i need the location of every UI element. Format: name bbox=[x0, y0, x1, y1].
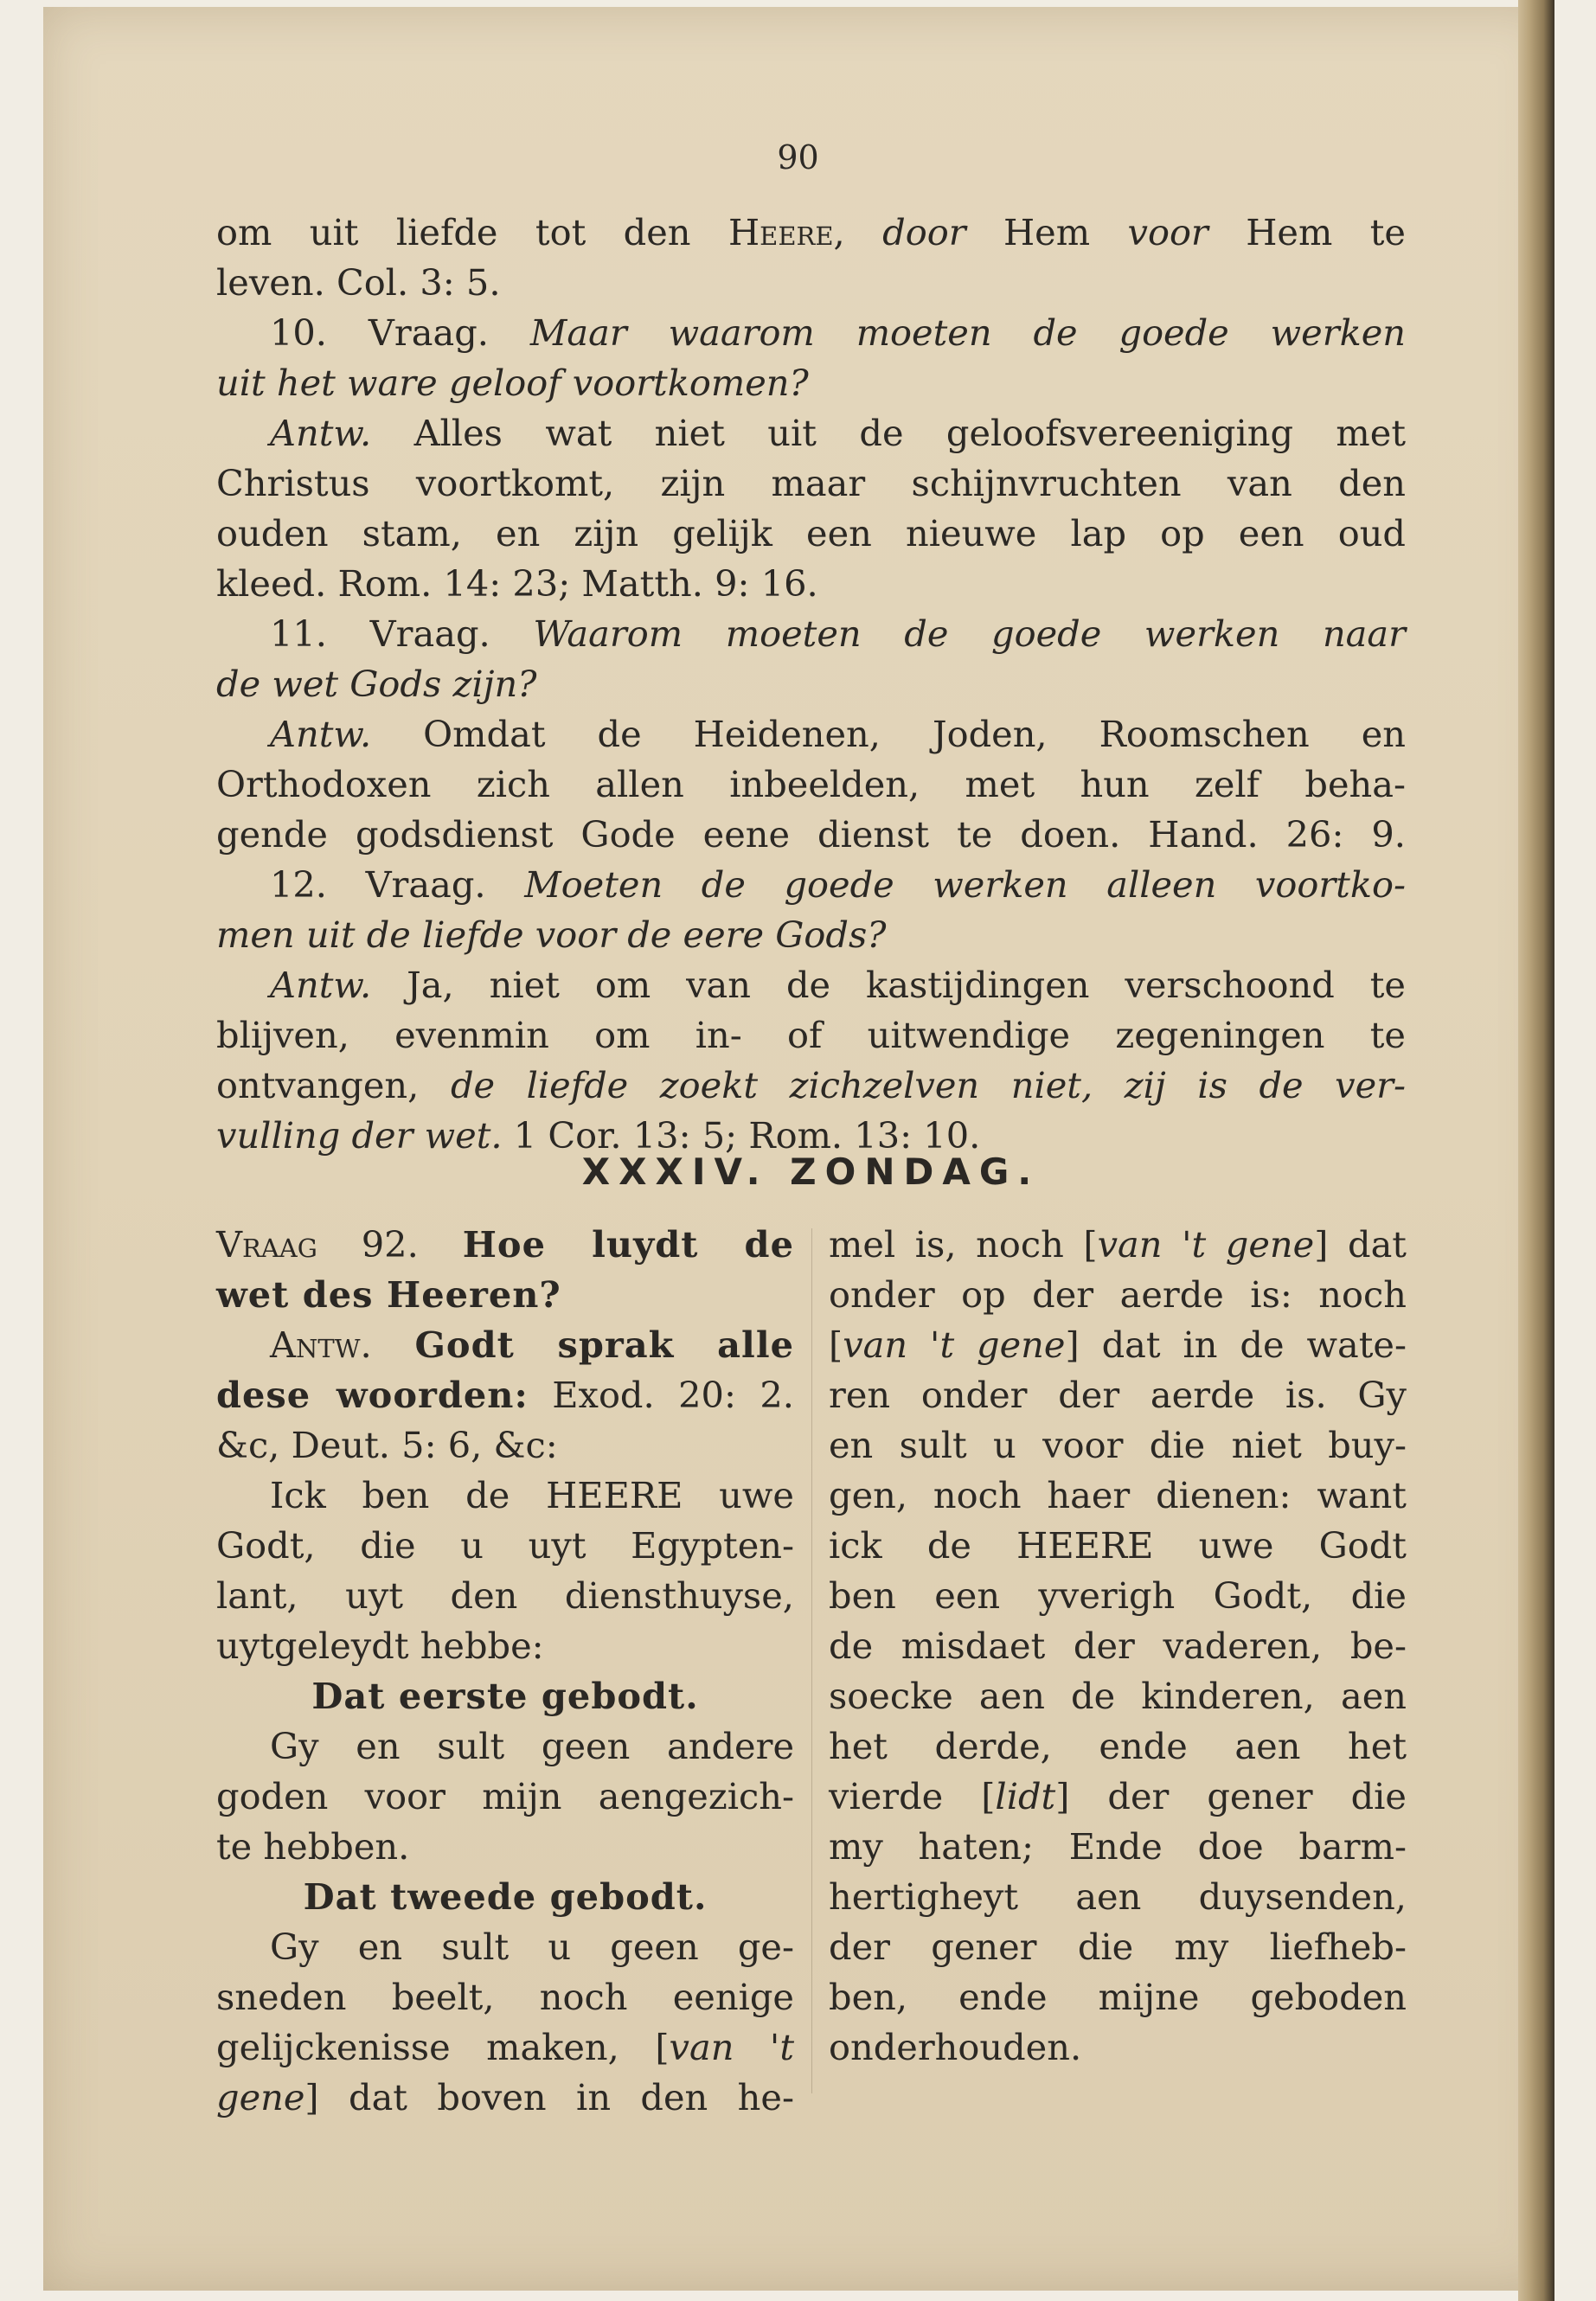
italic-run: vulling der wet. bbox=[216, 1114, 503, 1157]
right-line-17: onderhouden. bbox=[829, 2026, 1082, 2068]
section-heading: XXXIV. ZONDAG. bbox=[581, 1150, 1041, 1193]
answer-11-line-2: Orthodoxen zich allen inbeelden, met hun zelf beha- bbox=[216, 763, 1406, 805]
right-line-6: gen, noch haer dienen: want bbox=[829, 1474, 1407, 1516]
antw-92-line-3: &c, Deut. 5: 6, &c: bbox=[216, 1424, 558, 1466]
right-column bbox=[829, 1220, 1407, 2073]
right-line-8: ben een yverigh Godt, die bbox=[829, 1574, 1407, 1617]
right-line-11: het derde, ende aen het bbox=[829, 1725, 1407, 1767]
right-line-14: hertigheyt aen duysenden, bbox=[829, 1875, 1407, 1918]
text-run: om uit liefde tot den bbox=[216, 211, 728, 253]
p1-line-3: lant, uyt den diensthuyse, bbox=[216, 1574, 794, 1617]
right-line-4: ren onder der aerde is. Gy bbox=[829, 1374, 1407, 1416]
p1-line-1: Ick ben de HEERE uwe bbox=[270, 1474, 794, 1516]
italic-run: van 't gene bbox=[843, 1324, 1066, 1366]
text-run: ] dat boven in den he- bbox=[304, 2076, 794, 2118]
text-run: Hem bbox=[965, 211, 1128, 253]
italic-run: van 't bbox=[669, 2026, 794, 2068]
p2-line-3: te hebben. bbox=[216, 1825, 410, 1868]
italic-run: de liefde zoekt zichzelven niet, zij is de ver- bbox=[450, 1064, 1407, 1106]
question-10-cont: uit het ware geloof voortkomen? bbox=[216, 362, 809, 404]
italic-run: gene bbox=[216, 2076, 305, 2118]
vraag-92 bbox=[216, 1220, 794, 1270]
text-run: Hem te bbox=[1208, 211, 1406, 253]
right-line-3 bbox=[829, 1320, 1407, 1370]
question-11 bbox=[216, 609, 1406, 659]
question-text: Waarom moeten de goede werken naar bbox=[533, 612, 1406, 655]
answer-10-line-2: Christus voortkomt, zijn maar schijnvruchten van den bbox=[216, 462, 1406, 504]
body-line-2: leven. Col. 3: 5. bbox=[216, 261, 501, 304]
text-run: 92. bbox=[317, 1223, 463, 1266]
text-run: , bbox=[833, 211, 883, 253]
p1-line-4: uytgeleydt hebbe: bbox=[216, 1625, 544, 1667]
question-11-cont: de wet Gods zijn? bbox=[216, 663, 537, 705]
page-number: 90 bbox=[777, 138, 819, 176]
right-line-13: my haten; Ende doe barm- bbox=[829, 1825, 1407, 1868]
italic-run: door bbox=[882, 211, 966, 253]
p3-line-4 bbox=[216, 2073, 794, 2123]
right-line-9: de misdaet der vaderen, be- bbox=[829, 1625, 1407, 1667]
answer-11-line-3: gende godsdienst Gode eene dienst te doen. Hand. 26: 9. bbox=[216, 813, 1406, 856]
answer-text: Alles wat niet uit de geloofsvereeniging met bbox=[371, 412, 1406, 454]
italic-run: lidt bbox=[995, 1775, 1056, 1817]
left-column bbox=[216, 1220, 794, 2123]
answer-label: Antw. bbox=[270, 713, 372, 755]
body-line-1 bbox=[216, 208, 1406, 258]
answer-label: Antw. bbox=[270, 412, 372, 454]
answer-10-line-4: kleed. Rom. 14: 23; Matth. 9: 16. bbox=[216, 562, 818, 605]
vraag-92-cont: wet des Heeren? bbox=[216, 1273, 561, 1316]
right-line-10: soecke aen de kinderen, aen bbox=[829, 1675, 1407, 1717]
text-run: gelijckenisse maken, [ bbox=[216, 2026, 670, 2068]
column-divider bbox=[811, 1228, 812, 2093]
text-run: ontvangen, bbox=[216, 1064, 451, 1106]
right-line-2: onder op der aerde is: noch bbox=[829, 1273, 1407, 1316]
answer-12-line-3 bbox=[216, 1061, 1406, 1111]
answer-10-line-3: ouden stam, en zijn gelijk een nieuwe lap op een oud bbox=[216, 512, 1406, 554]
answer-text: Omdat de Heidenen, Joden, Roomschen en bbox=[371, 713, 1406, 755]
question-label: 11. Vraag. bbox=[270, 612, 534, 655]
blackletter-run: Hoe luydt de bbox=[462, 1223, 794, 1266]
answer-10 bbox=[216, 408, 1406, 458]
commandment-heading-1: Dat eerste gebodt. bbox=[311, 1675, 699, 1717]
italic-run: voor bbox=[1127, 211, 1208, 253]
text-run: ] dat bbox=[1314, 1223, 1407, 1266]
question-text: Maar waarom moeten de goede werken bbox=[529, 311, 1406, 354]
question-text: Moeten de goede werken alleen voortko- bbox=[524, 863, 1406, 906]
right-line-5: en sult u voor die niet buy- bbox=[829, 1424, 1407, 1466]
right-line-12 bbox=[829, 1772, 1407, 1822]
text-run: 1 Cor. 13: 5; Rom. 13: 10. bbox=[502, 1114, 981, 1157]
antw-92 bbox=[216, 1320, 794, 1370]
right-line-16: ben, ende mijne geboden bbox=[829, 1976, 1407, 2018]
antw-92-line-2 bbox=[216, 1370, 794, 1420]
right-line-1 bbox=[829, 1220, 1407, 1270]
text-run: Exod. 20: 2. bbox=[528, 1374, 795, 1416]
right-line-7: ick de HEERE uwe Godt bbox=[829, 1524, 1407, 1567]
answer-12 bbox=[216, 960, 1406, 1010]
question-12-cont: men uit de liefde voor de eere Gods? bbox=[216, 913, 887, 956]
p3-line-1: Gy en sult u geen ge- bbox=[270, 1926, 794, 1968]
text-run: [ bbox=[829, 1324, 843, 1366]
answer-12-line-2: blijven, evenmin om in- of uitwendige zegeningen te bbox=[216, 1014, 1406, 1056]
p2-line-2: goden voor mijn aengezich- bbox=[216, 1775, 794, 1817]
answer-label: Antw. bbox=[270, 964, 372, 1006]
blackletter-run: Godt sprak alle bbox=[371, 1324, 794, 1366]
book-spine-edge bbox=[1518, 0, 1554, 2301]
text-run: vierde [ bbox=[829, 1775, 996, 1817]
text-run: ] der gener die bbox=[1055, 1775, 1407, 1817]
text-run: mel is, noch [ bbox=[829, 1223, 1098, 1266]
question-10 bbox=[216, 308, 1406, 358]
blackletter-run: dese woorden: bbox=[216, 1374, 529, 1416]
question-label: 12. Vraag. bbox=[270, 863, 525, 906]
p3-line-2: sneden beelt, noch eenige bbox=[216, 1976, 794, 2018]
p1-line-2: Godt, die u uyt Egypten- bbox=[216, 1524, 794, 1567]
vraag-label: Vraag bbox=[216, 1223, 317, 1266]
answer-11 bbox=[216, 709, 1406, 760]
p2-line-1: Gy en sult geen andere bbox=[270, 1725, 794, 1767]
body-text-top bbox=[216, 208, 1406, 1161]
antw-label: Antw. bbox=[270, 1324, 372, 1366]
right-line-15: der gener die my liefheb- bbox=[829, 1926, 1407, 1968]
question-12 bbox=[216, 860, 1406, 910]
p3-line-3 bbox=[216, 2022, 794, 2073]
text-run: ] dat in de wate- bbox=[1065, 1324, 1407, 1366]
question-label: 10. Vraag. bbox=[270, 311, 530, 354]
italic-run: van 't gene bbox=[1097, 1223, 1315, 1266]
answer-text: Ja, niet om van de kastijdingen verschoond te bbox=[371, 964, 1406, 1006]
heere-smallcaps: Heere bbox=[727, 211, 834, 253]
commandment-heading-2: Dat tweede gebodt. bbox=[303, 1875, 708, 1918]
